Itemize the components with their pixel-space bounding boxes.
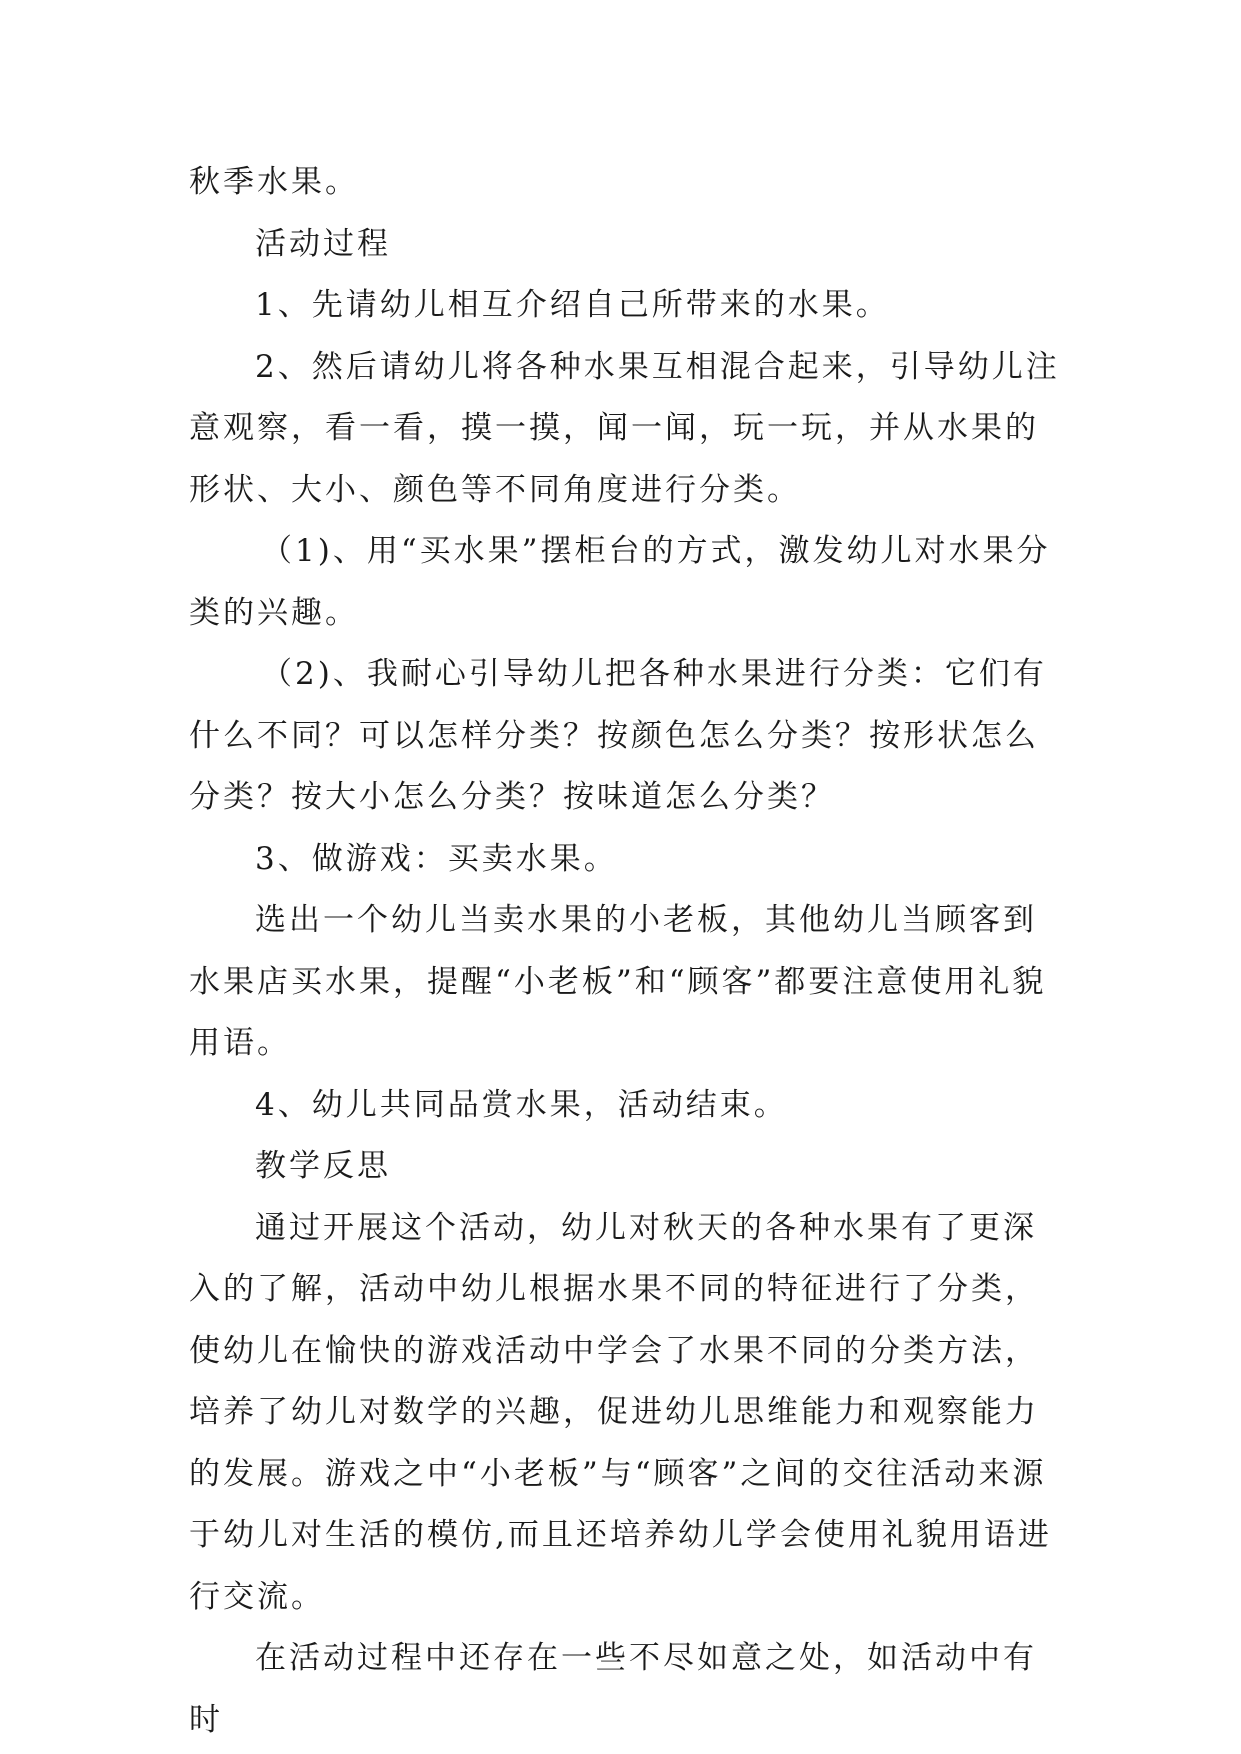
paragraph-game-description: 选出一个幼儿当卖水果的小老板，其他幼儿当顾客到水果店买水果，提醒“小老板”和“顾客”都要注意使用礼貌用语。 [189, 902, 1047, 1061]
document-body [189, 152, 1069, 1751]
paragraph-step-2: 2、然后请幼儿将各种水果互相混合起来，引导幼儿注意观察，看一看，摸一摸，闻一闻，玩一玩，并从水果的形状、大小、颜色等不同角度进行分类。 [189, 348, 1060, 508]
paragraph-autumn-fruit: 秋季水果。 [189, 164, 359, 200]
paragraph-reflection: 通过开展这个活动，幼儿对秋天的各种水果有了更深入的了解，活动中幼儿根据水果不同的特征进行了分类，使幼儿在愉快的游戏活动中学会了水果不同的分类方法，培养了幼儿对数学的兴趣，促进幼儿思维能力和观察能力的发展。游戏之中“小老板”与“顾客”之间的交往活动来源于幼儿对生活的模仿,而且还培养幼儿学会使用礼貌用语进行交流。 [189, 1209, 1052, 1615]
paragraph-step-1: 1、先请幼儿相互介绍自己所带来的水果。 [255, 287, 890, 323]
paragraph-shortcomings: 在活动过程中还存在一些不尽如意之处，如活动中有时 [189, 1640, 1037, 1738]
paragraph-substep-2: （2)、我耐心引导幼儿把各种水果进行分类：它们有什么不同？可以怎样分类？按颜色怎么分类？按形状怎么分类？按大小怎么分类？按味道怎么分类？ [189, 656, 1047, 815]
heading-activity-process: 活动过程 [255, 225, 391, 262]
paragraph-substep-1: （1)、用“买水果”摆柜台的方式，激发幼儿对水果分类的兴趣。 [189, 533, 1051, 631]
paragraph-step-4: 4、幼儿共同品赏水果，活动结束。 [255, 1086, 788, 1123]
heading-teaching-reflection: 教学反思 [255, 1148, 391, 1184]
paragraph-step-3: 3、做游戏：买卖水果。 [255, 840, 618, 877]
